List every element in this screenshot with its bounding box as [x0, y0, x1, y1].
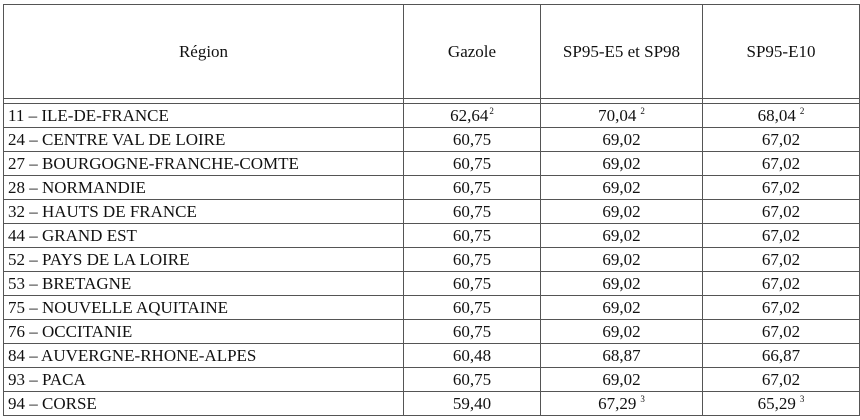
gazole-cell: 60,75 [404, 128, 541, 152]
region-cell: 32 – HAUTS DE FRANCE [4, 200, 404, 224]
sp95-e10-value: 65,29 [757, 394, 796, 413]
sp95-e5-sp98-cell: 69,02 [541, 320, 703, 344]
region-cell: 28 – NORMANDIE [4, 176, 404, 200]
region-cell: 93 – PACA [4, 368, 404, 392]
sp95-e5-sp98-cell: 69,02 [541, 272, 703, 296]
sp95-e5-sp98-cell: 69,02 [541, 296, 703, 320]
sp95-e5-sp98-value: 70,04 [598, 106, 637, 125]
sp95-e5-sp98-cell: 68,87 [541, 344, 703, 368]
table-row [4, 344, 860, 368]
region-cell: 11 – ILE-DE-FRANCE [4, 104, 404, 128]
sp95-e10-value: 68,04 [757, 106, 796, 125]
gazole-cell: 60,75 [404, 248, 541, 272]
sp95-e10-cell: 67,02 [703, 272, 860, 296]
fuel-price-table [3, 4, 860, 416]
sp95-e10-cell: 66,87 [703, 344, 860, 368]
footnote-marker: 2 [489, 106, 494, 116]
sp95-e10-cell: 67,02 [703, 224, 860, 248]
table-row [4, 392, 860, 416]
sp95-e5-sp98-cell: 69,02 [541, 128, 703, 152]
gazole-cell: 60,75 [404, 200, 541, 224]
table-row [4, 368, 860, 392]
sp95-e5-sp98-cell: 69,02 [541, 368, 703, 392]
gazole-cell: 60,75 [404, 272, 541, 296]
sp95-e10-cell: 67,02 [703, 248, 860, 272]
sp95-e5-sp98-cell [541, 104, 703, 128]
sp95-e5-sp98-cell: 69,02 [541, 176, 703, 200]
table-row [4, 152, 860, 176]
header-region: Région [4, 5, 404, 99]
header-sp95-e5-sp98: SP95-E5 et SP98 [541, 5, 703, 99]
table-row [4, 296, 860, 320]
sp95-e10-cell [703, 104, 860, 128]
footnote-marker: 2 [640, 106, 645, 116]
gazole-cell: 60,75 [404, 368, 541, 392]
gazole-cell [404, 104, 541, 128]
table-row [4, 176, 860, 200]
sp95-e10-cell: 67,02 [703, 320, 860, 344]
region-cell: 84 – AUVERGNE-RHONE-ALPES [4, 344, 404, 368]
region-cell: 27 – BOURGOGNE-FRANCHE-COMTE [4, 152, 404, 176]
gazole-cell: 60,48 [404, 344, 541, 368]
sp95-e10-cell: 67,02 [703, 368, 860, 392]
region-cell: 44 – GRAND EST [4, 224, 404, 248]
sp95-e10-cell: 67,02 [703, 152, 860, 176]
gazole-cell: 59,40 [404, 392, 541, 416]
footnote-marker: 2 [799, 106, 805, 116]
table-row [4, 224, 860, 248]
footnote-marker: 3 [640, 394, 645, 404]
sp95-e5-sp98-cell [541, 392, 703, 416]
gazole-cell: 60,75 [404, 176, 541, 200]
gazole-cell: 60,75 [404, 224, 541, 248]
region-cell: 53 – BRETAGNE [4, 272, 404, 296]
footnote-marker: 3 [799, 394, 805, 404]
table-row [4, 104, 860, 128]
table-row [4, 128, 860, 152]
sp95-e5-sp98-cell: 69,02 [541, 200, 703, 224]
region-cell: 24 – CENTRE VAL DE LOIRE [4, 128, 404, 152]
gazole-cell: 60,75 [404, 152, 541, 176]
sp95-e10-cell [703, 392, 860, 416]
sp95-e5-sp98-cell: 69,02 [541, 152, 703, 176]
table-row [4, 272, 860, 296]
region-cell: 52 – PAYS DE LA LOIRE [4, 248, 404, 272]
gazole-cell: 60,75 [404, 296, 541, 320]
header-row [4, 5, 860, 99]
table-row [4, 320, 860, 344]
header-sp95-e10: SP95-E10 [703, 5, 860, 99]
header-gazole: Gazole [404, 5, 541, 99]
sp95-e10-cell: 67,02 [703, 176, 860, 200]
region-cell: 94 – CORSE [4, 392, 404, 416]
region-cell: 75 – NOUVELLE AQUITAINE [4, 296, 404, 320]
table-row [4, 248, 860, 272]
sp95-e10-cell: 67,02 [703, 128, 860, 152]
table-row [4, 200, 860, 224]
sp95-e5-sp98-cell: 69,02 [541, 248, 703, 272]
region-cell: 76 – OCCITANIE [4, 320, 404, 344]
sp95-e5-sp98-value: 67,29 [598, 394, 637, 413]
sp95-e10-cell: 67,02 [703, 296, 860, 320]
sp95-e10-cell: 67,02 [703, 200, 860, 224]
gazole-cell: 60,75 [404, 320, 541, 344]
sp95-e5-sp98-cell: 69,02 [541, 224, 703, 248]
gazole-value: 62,64 [450, 106, 489, 125]
table-body [4, 104, 860, 416]
